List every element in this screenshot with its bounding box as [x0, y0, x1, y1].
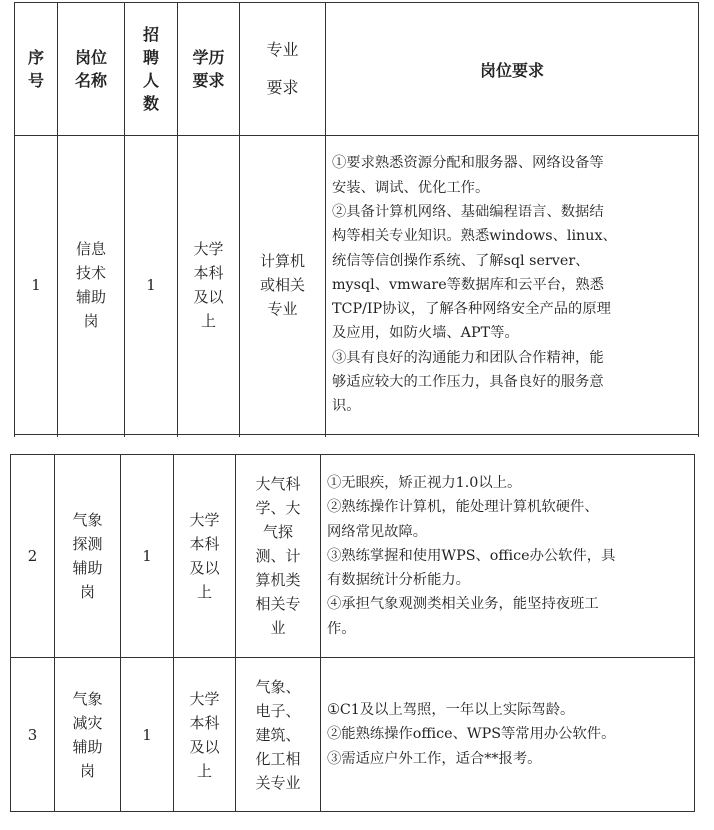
- job-table-part-2: [10, 454, 695, 812]
- row2-major: 大气科 学、大 气探 测、计 算机类 相关专 业: [236, 455, 321, 658]
- table-row: [11, 455, 695, 658]
- header-requirements: 岗位要求: [326, 3, 699, 136]
- header-major: 专业 要求: [240, 3, 326, 136]
- row3-education: 大学 本科 及以 上: [174, 658, 236, 812]
- row1-education: 大学 本科 及以 上: [178, 136, 240, 435]
- header-education: 学历 要求: [178, 3, 240, 136]
- row2-seq: 2: [11, 455, 55, 658]
- row3-requirements: ①C1及以上驾照，一年以上实际驾龄。 ②能熟练操作office、WPS等常用办公软件。 ③需适应户外工作，适合**报考。: [321, 658, 695, 812]
- header-row: [15, 3, 699, 136]
- row1-requirements: ①要求熟悉资源分配和服务器、网络设备等 安装、调试、优化工作。 ②具备计算机网络、基础编程语言、数据结 构等相关专业知识。熟悉windows、linux、 统信等信创操作系统、了解sql server、 mysql、vmware等数据库和云平台，熟悉 TCP/IP协议，了解各种网络安全产品的原理 及应用，如防火墙、APT等。 ③具有良好的沟通能力和团队合作精神，能 够适应较大的工作压力，具备良好的服务意 识。: [326, 136, 699, 435]
- row2-requirements: ①无眼疾，矫正视力1.0以上。 ②熟练操作计算机，能处理计算机软硬件、 网络常见故障。 ③熟练掌握和使用WPS、office办公软件，具 有数据统计分析能力。 ④承担气象观测类相关业务，能坚持夜班工 作。: [321, 455, 695, 658]
- row2-education: 大学 本科 及以 上: [174, 455, 236, 658]
- page-break-stub: [15, 435, 699, 438]
- row1-seq: 1: [15, 136, 58, 435]
- row2-position: 气象 探测 辅助 岗: [55, 455, 121, 658]
- row3-position: 气象 减灾 辅助 岗: [55, 658, 121, 812]
- row1-position: 信息 技术 辅助 岗: [58, 136, 125, 435]
- header-seq: 序 号: [15, 3, 58, 136]
- row3-seq: 3: [11, 658, 55, 812]
- job-table-part-1: [14, 2, 699, 437]
- row3-count: 1: [121, 658, 174, 812]
- row2-count: 1: [121, 455, 174, 658]
- row1-major: 计算机 或相关 专业: [240, 136, 326, 435]
- header-recruit-count: 招 聘 人 数: [125, 3, 178, 136]
- header-position: 岗位 名称: [58, 3, 125, 136]
- row3-major: 气象、 电子、 建筑、 化工相 关专业: [236, 658, 321, 812]
- table-row: [11, 658, 695, 812]
- table-row: [15, 136, 699, 435]
- row1-count: 1: [125, 136, 178, 435]
